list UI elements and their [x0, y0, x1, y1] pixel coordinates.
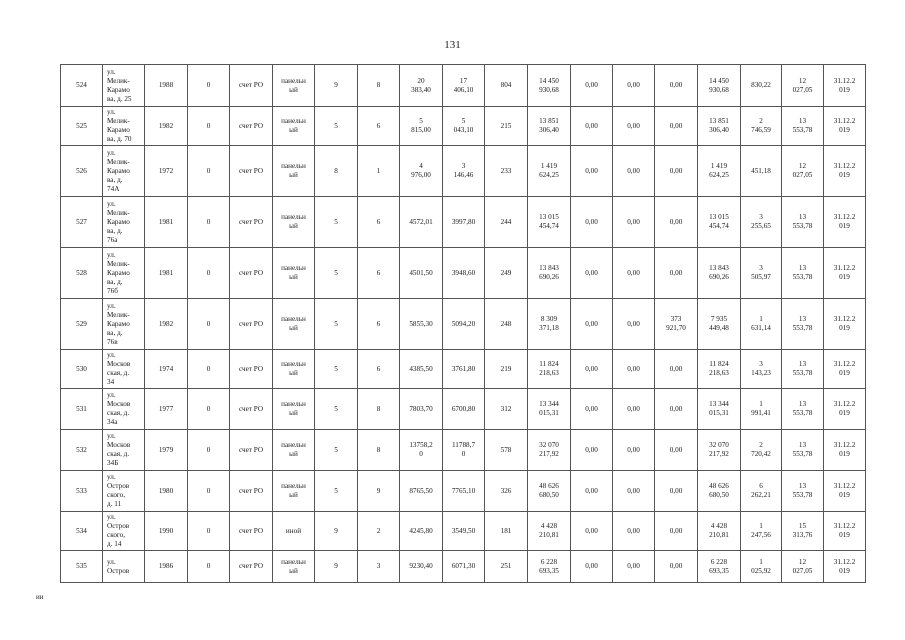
cell-area-living: 6071,30: [443, 551, 485, 583]
cell-v1: 0,00: [571, 471, 613, 512]
cell-unit-cost: 1 991,41: [741, 389, 782, 430]
cell-unit-cost: 451,18: [741, 146, 782, 197]
cell-cost: 11 824 218,63: [528, 350, 571, 389]
cell-unit-cost: 3 505,97: [741, 248, 782, 299]
cell-v1: 0,00: [571, 107, 613, 146]
cell-area-living: 17 406,10: [443, 65, 485, 107]
cell-entrances: 6: [358, 299, 400, 350]
cell-area-total: 4501,50: [400, 248, 443, 299]
cell-v2: 0,00: [613, 471, 655, 512]
cell-wall: панельн ый: [273, 248, 315, 299]
cell-floors: 5: [315, 299, 358, 350]
cell-v1: 0,00: [571, 512, 613, 551]
cell-unit-cost: 3 255,65: [741, 197, 782, 248]
cell-num: 526: [61, 146, 103, 197]
cell-wall: панельн ый: [273, 350, 315, 389]
cell-area-total: 13758,2 0: [400, 430, 443, 471]
cell-limit: 13 553,78: [782, 389, 824, 430]
cell-date: 31.12.2 019: [824, 299, 866, 350]
cell-entrances: 6: [358, 350, 400, 389]
cell-v1: 0,00: [571, 299, 613, 350]
cell-v2: 0,00: [613, 389, 655, 430]
cell-entrances: 8: [358, 65, 400, 107]
cell-fund: счет РО: [230, 146, 273, 197]
cell-zero: 0: [188, 430, 230, 471]
cell-floors: 5: [315, 389, 358, 430]
cell-v2: 0,00: [613, 430, 655, 471]
cell-fund: счет РО: [230, 471, 273, 512]
cell-v3: 0,00: [655, 107, 698, 146]
cell-cost2: 7 935 449,48: [698, 299, 741, 350]
cell-v2: 0,00: [613, 197, 655, 248]
cell-area-living: 3997,80: [443, 197, 485, 248]
cell-date: 31.12.2 019: [824, 551, 866, 583]
cell-date: 31.12.2 019: [824, 65, 866, 107]
cell-addr: ул. Мелик- Карамо ва, д. 70: [103, 107, 145, 146]
cell-year: 1986: [145, 551, 188, 583]
table-row: [61, 107, 866, 146]
cell-v2: 0,00: [613, 299, 655, 350]
cell-cost: 32 070 217,92: [528, 430, 571, 471]
cell-unit-cost: 1 247,56: [741, 512, 782, 551]
cell-zero: 0: [188, 65, 230, 107]
cell-cost2: 13 015 454,74: [698, 197, 741, 248]
cell-num: 524: [61, 65, 103, 107]
cell-num: 527: [61, 197, 103, 248]
cell-cost: 14 450 930,68: [528, 65, 571, 107]
cell-area-total: 4385,50: [400, 350, 443, 389]
cell-cost2: 4 428 210,81: [698, 512, 741, 551]
cell-area-living: 3761,80: [443, 350, 485, 389]
cell-area-total: 5 815,00: [400, 107, 443, 146]
cell-date: 31.12.2 019: [824, 512, 866, 551]
cell-limit: 12 027,05: [782, 65, 824, 107]
cell-entrances: 6: [358, 248, 400, 299]
cell-limit: 13 553,78: [782, 350, 824, 389]
cell-area-living: 7765,10: [443, 471, 485, 512]
cell-fund: счет РО: [230, 197, 273, 248]
cell-year: 1981: [145, 197, 188, 248]
cell-wall: панельн ый: [273, 107, 315, 146]
cell-residents: 248: [485, 299, 528, 350]
cell-cost2: 6 228 693,35: [698, 551, 741, 583]
cell-zero: 0: [188, 471, 230, 512]
cell-wall: панельн ый: [273, 389, 315, 430]
cell-v1: 0,00: [571, 197, 613, 248]
cell-unit-cost: 3 143,23: [741, 350, 782, 389]
cell-year: 1988: [145, 65, 188, 107]
cell-floors: 5: [315, 471, 358, 512]
cell-residents: 215: [485, 107, 528, 146]
cell-num: 532: [61, 430, 103, 471]
table-row: [61, 430, 866, 471]
cell-date: 31.12.2 019: [824, 248, 866, 299]
cell-fund: счет РО: [230, 107, 273, 146]
cell-floors: 5: [315, 350, 358, 389]
cell-floors: 8: [315, 146, 358, 197]
cell-residents: 249: [485, 248, 528, 299]
cell-limit: 13 553,78: [782, 248, 824, 299]
cell-v2: 0,00: [613, 107, 655, 146]
cell-cost2: 11 824 218,63: [698, 350, 741, 389]
cell-wall: панельн ый: [273, 471, 315, 512]
cell-entrances: 2: [358, 512, 400, 551]
cell-cost2: 14 450 930,68: [698, 65, 741, 107]
cell-v2: 0,00: [613, 146, 655, 197]
cell-residents: 251: [485, 551, 528, 583]
cell-date: 31.12.2 019: [824, 197, 866, 248]
cell-area-living: 3549,50: [443, 512, 485, 551]
cell-floors: 5: [315, 107, 358, 146]
cell-limit: 13 553,78: [782, 107, 824, 146]
table-row: [61, 248, 866, 299]
cell-residents: 244: [485, 197, 528, 248]
cell-floors: 9: [315, 512, 358, 551]
page-number: 131: [444, 39, 461, 51]
cell-v3: 0,00: [655, 248, 698, 299]
cell-limit: 13 553,78: [782, 430, 824, 471]
cell-cost2: 32 070 217,92: [698, 430, 741, 471]
cell-addr: ул. Мелик- Карамо ва, д. 25: [103, 65, 145, 107]
table-row: [61, 65, 866, 107]
cell-fund: счет РО: [230, 551, 273, 583]
cell-limit: 13 553,78: [782, 471, 824, 512]
cell-date: 31.12.2 019: [824, 389, 866, 430]
cell-fund: счет РО: [230, 248, 273, 299]
table-body: [61, 65, 866, 583]
cell-num: 529: [61, 299, 103, 350]
cell-v3: 0,00: [655, 471, 698, 512]
cell-v3: 0,00: [655, 512, 698, 551]
cell-fund: счет РО: [230, 299, 273, 350]
cell-fund: счет РО: [230, 389, 273, 430]
table-row: [61, 299, 866, 350]
cell-fund: счет РО: [230, 512, 273, 551]
cell-area-total: 20 383,40: [400, 65, 443, 107]
cell-v3: 0,00: [655, 430, 698, 471]
cell-residents: 219: [485, 350, 528, 389]
cell-zero: 0: [188, 248, 230, 299]
cell-entrances: 6: [358, 107, 400, 146]
cell-addr: ул. Остров: [103, 551, 145, 583]
cell-num: 535: [61, 551, 103, 583]
cell-cost: 8 309 371,18: [528, 299, 571, 350]
cell-addr: ул. Остров ского, д. 14: [103, 512, 145, 551]
cell-addr: ул. Москов ская, д. 34: [103, 350, 145, 389]
cell-area-living: 3 146,46: [443, 146, 485, 197]
cell-v2: 0,00: [613, 512, 655, 551]
cell-residents: 312: [485, 389, 528, 430]
cell-v1: 0,00: [571, 350, 613, 389]
cell-zero: 0: [188, 146, 230, 197]
cell-addr: ул. Мелик- Карамо ва, д. 74А: [103, 146, 145, 197]
footer-mark: ии: [36, 593, 44, 601]
cell-year: 1972: [145, 146, 188, 197]
cell-wall: панельн ый: [273, 146, 315, 197]
cell-floors: 9: [315, 65, 358, 107]
cell-addr: ул. Мелик- Карамо ва, д. 76в: [103, 299, 145, 350]
cell-year: 1974: [145, 350, 188, 389]
cell-area-living: 3948,60: [443, 248, 485, 299]
table-row: [61, 197, 866, 248]
cell-cost: 13 344 015,31: [528, 389, 571, 430]
cell-fund: счет РО: [230, 350, 273, 389]
cell-entrances: 9: [358, 471, 400, 512]
cell-area-total: 4245,80: [400, 512, 443, 551]
cell-area-living: 6700,80: [443, 389, 485, 430]
cell-num: 528: [61, 248, 103, 299]
cell-cost: 13 851 306,40: [528, 107, 571, 146]
cell-zero: 0: [188, 299, 230, 350]
cell-floors: 9: [315, 551, 358, 583]
cell-v2: 0,00: [613, 551, 655, 583]
cell-entrances: 6: [358, 197, 400, 248]
cell-v3: 0,00: [655, 146, 698, 197]
cell-unit-cost: 2 746,59: [741, 107, 782, 146]
cell-area-total: 5855,30: [400, 299, 443, 350]
cell-area-total: 8765,50: [400, 471, 443, 512]
cell-date: 31.12.2 019: [824, 430, 866, 471]
table-row: [61, 471, 866, 512]
cell-area-living: 5094,20: [443, 299, 485, 350]
table-row: [61, 146, 866, 197]
cell-fund: счет РО: [230, 65, 273, 107]
cell-cost2: 1 419 624,25: [698, 146, 741, 197]
cell-wall: панельн ый: [273, 197, 315, 248]
cell-unit-cost: 1 631,14: [741, 299, 782, 350]
cell-zero: 0: [188, 350, 230, 389]
cell-area-living: 11788,7 0: [443, 430, 485, 471]
cell-v2: 0,00: [613, 350, 655, 389]
cell-num: 530: [61, 350, 103, 389]
cell-v1: 0,00: [571, 146, 613, 197]
cell-area-total: 7803,70: [400, 389, 443, 430]
cell-v3: 0,00: [655, 551, 698, 583]
register-table: [60, 64, 866, 583]
cell-residents: 804: [485, 65, 528, 107]
cell-unit-cost: 1 025,92: [741, 551, 782, 583]
cell-entrances: 3: [358, 551, 400, 583]
cell-limit: 13 553,78: [782, 299, 824, 350]
cell-zero: 0: [188, 197, 230, 248]
cell-cost2: 13 843 690,26: [698, 248, 741, 299]
cell-v1: 0,00: [571, 389, 613, 430]
cell-v3: 373 921,70: [655, 299, 698, 350]
cell-residents: 233: [485, 146, 528, 197]
cell-date: 31.12.2 019: [824, 471, 866, 512]
cell-area-total: 9230,40: [400, 551, 443, 583]
cell-cost: 13 015 454,74: [528, 197, 571, 248]
table-row: [61, 551, 866, 583]
cell-num: 534: [61, 512, 103, 551]
cell-wall: панельн ый: [273, 65, 315, 107]
cell-fund: счет РО: [230, 430, 273, 471]
table-row: [61, 389, 866, 430]
cell-unit-cost: 2 720,42: [741, 430, 782, 471]
cell-cost2: 13 344 015,31: [698, 389, 741, 430]
cell-limit: 15 313,76: [782, 512, 824, 551]
cell-v2: 0,00: [613, 65, 655, 107]
cell-area-total: 4572,01: [400, 197, 443, 248]
cell-v3: 0,00: [655, 197, 698, 248]
cell-cost: 6 228 693,35: [528, 551, 571, 583]
cell-zero: 0: [188, 107, 230, 146]
cell-v1: 0,00: [571, 430, 613, 471]
cell-v3: 0,00: [655, 350, 698, 389]
cell-num: 533: [61, 471, 103, 512]
cell-year: 1982: [145, 107, 188, 146]
cell-num: 531: [61, 389, 103, 430]
cell-year: 1977: [145, 389, 188, 430]
cell-cost: 4 428 210,81: [528, 512, 571, 551]
cell-zero: 0: [188, 551, 230, 583]
cell-year: 1980: [145, 471, 188, 512]
cell-floors: 5: [315, 248, 358, 299]
cell-limit: 12 027,05: [782, 551, 824, 583]
cell-year: 1982: [145, 299, 188, 350]
cell-limit: 13 553,78: [782, 197, 824, 248]
cell-year: 1981: [145, 248, 188, 299]
cell-addr: ул. Мелик- Карамо ва, д. 76б: [103, 248, 145, 299]
cell-zero: 0: [188, 389, 230, 430]
cell-cost2: 48 626 680,50: [698, 471, 741, 512]
cell-area-living: 5 043,10: [443, 107, 485, 146]
cell-entrances: 1: [358, 146, 400, 197]
cell-addr: ул. Москов ская, д. 34а: [103, 389, 145, 430]
table-row: [61, 350, 866, 389]
cell-addr: ул. Москов ская, д. 34Б: [103, 430, 145, 471]
cell-num: 525: [61, 107, 103, 146]
cell-wall: панельн ый: [273, 551, 315, 583]
cell-floors: 5: [315, 197, 358, 248]
cell-residents: 181: [485, 512, 528, 551]
cell-wall: иной: [273, 512, 315, 551]
cell-limit: 12 027,05: [782, 146, 824, 197]
cell-unit-cost: 830,22: [741, 65, 782, 107]
cell-v3: 0,00: [655, 389, 698, 430]
cell-residents: 326: [485, 471, 528, 512]
cell-v1: 0,00: [571, 551, 613, 583]
cell-zero: 0: [188, 512, 230, 551]
cell-area-total: 4 976,00: [400, 146, 443, 197]
cell-year: 1979: [145, 430, 188, 471]
cell-entrances: 8: [358, 430, 400, 471]
cell-cost2: 13 851 306,40: [698, 107, 741, 146]
cell-cost: 1 419 624,25: [528, 146, 571, 197]
cell-date: 31.12.2 019: [824, 107, 866, 146]
table-row: [61, 512, 866, 551]
cell-floors: 5: [315, 430, 358, 471]
cell-v3: 0,00: [655, 65, 698, 107]
cell-year: 1990: [145, 512, 188, 551]
cell-addr: ул. Остров ского, д. 11: [103, 471, 145, 512]
cell-unit-cost: 6 262,21: [741, 471, 782, 512]
cell-wall: панельн ый: [273, 299, 315, 350]
cell-v1: 0,00: [571, 65, 613, 107]
cell-cost: 13 843 690,26: [528, 248, 571, 299]
cell-date: 31.12.2 019: [824, 146, 866, 197]
cell-date: 31.12.2 019: [824, 350, 866, 389]
cell-addr: ул. Мелик- Карамо ва, д. 76а: [103, 197, 145, 248]
cell-entrances: 8: [358, 389, 400, 430]
cell-v1: 0,00: [571, 248, 613, 299]
cell-residents: 578: [485, 430, 528, 471]
cell-wall: панельн ый: [273, 430, 315, 471]
cell-v2: 0,00: [613, 248, 655, 299]
cell-cost: 48 626 680,50: [528, 471, 571, 512]
